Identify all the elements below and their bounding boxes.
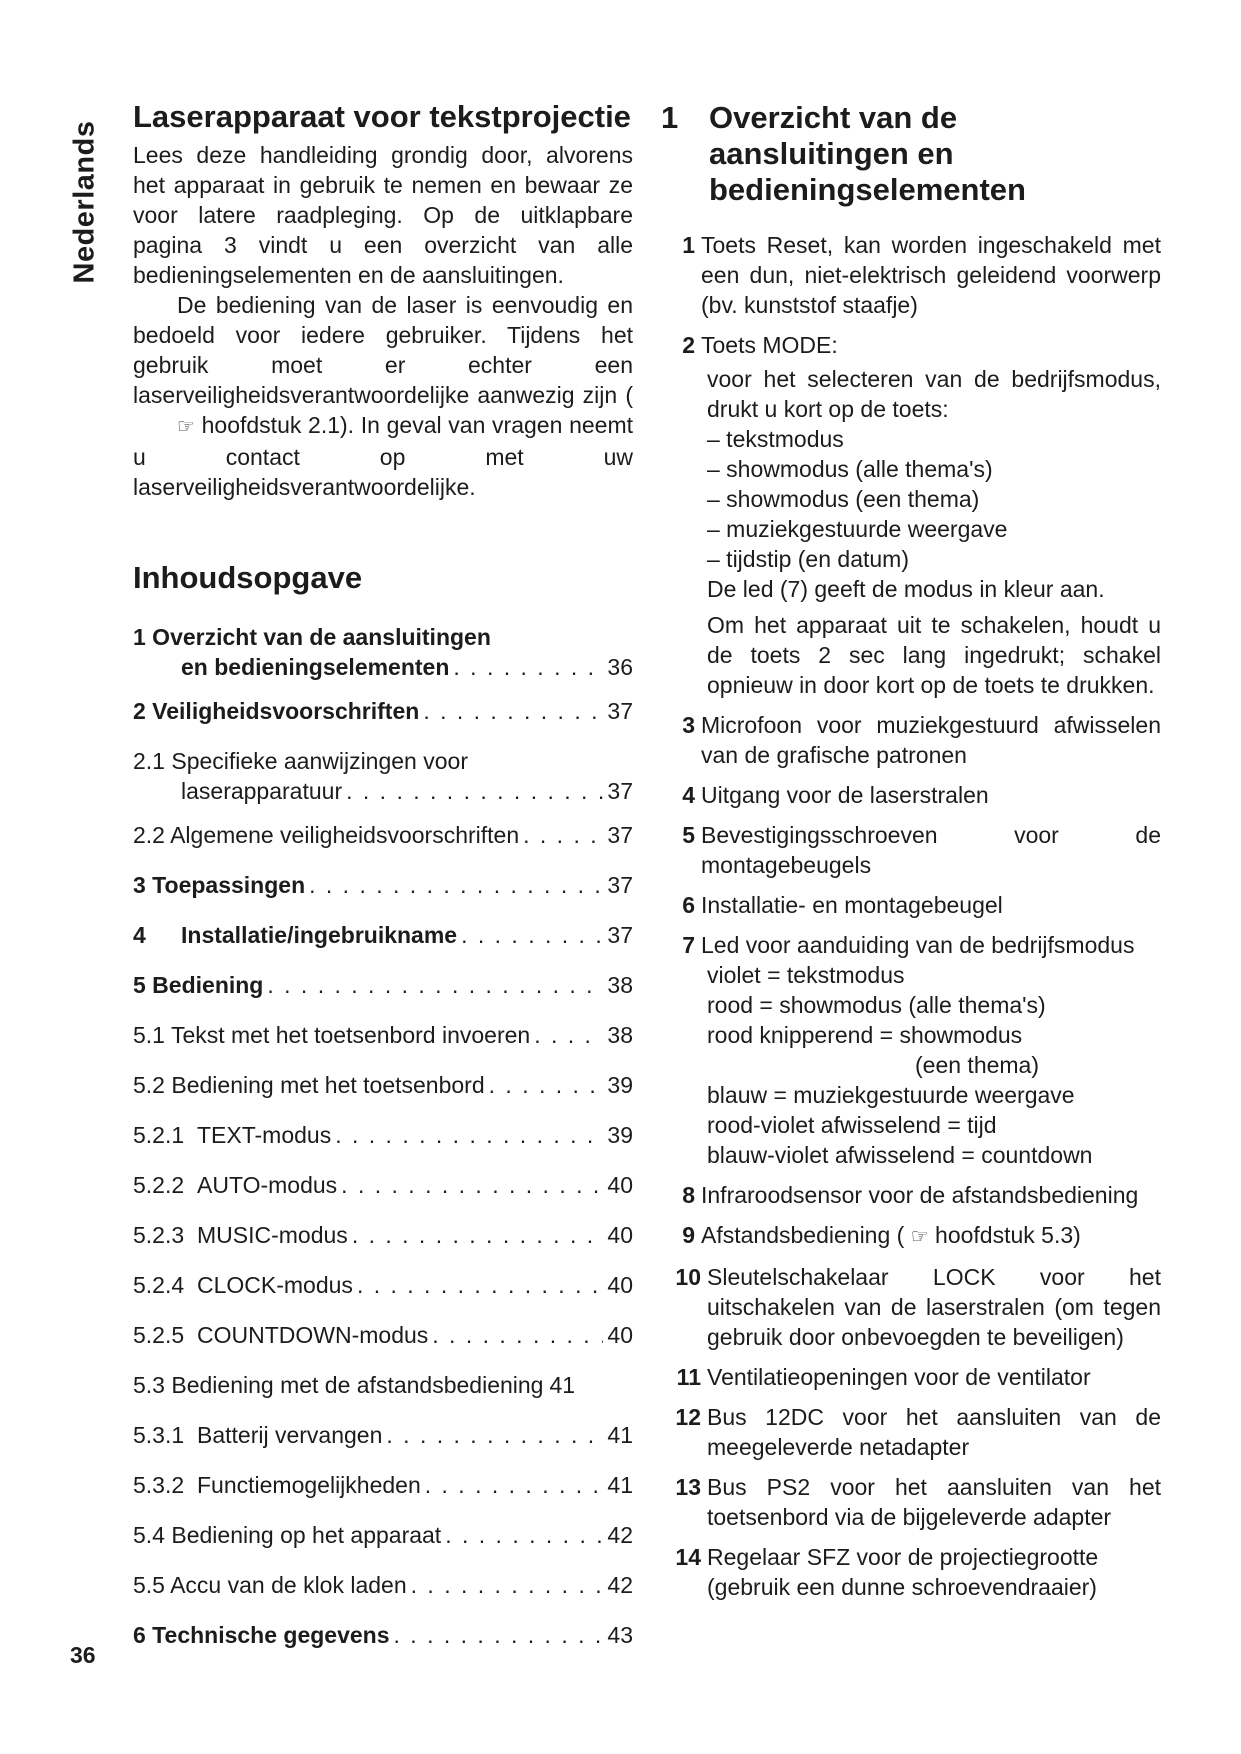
toc-entry-page: 36: [607, 654, 633, 681]
toc-entry[interactable]: [133, 970, 633, 1000]
toc-entry[interactable]: [133, 1420, 633, 1450]
led-color-entry: (een thema): [915, 1052, 1040, 1078]
dot-leader: [335, 1120, 603, 1150]
list-item: [661, 1472, 1161, 1532]
list-item: [661, 930, 1161, 960]
toc-entry-title: Batterij vervangen: [197, 1422, 383, 1449]
dot-leader: [461, 920, 603, 950]
pointing-hand-icon: ☞: [177, 416, 195, 439]
led-color-entry: blauw = muziekgestuurde weergave: [707, 1082, 1075, 1108]
toc-entry[interactable]: [133, 1170, 633, 1200]
toc-entry-title: 2 Veiligheidsvoorschriften: [133, 698, 420, 725]
toc-entry-title: 5.2 Bediening met het toetsenbord: [133, 1072, 485, 1099]
dot-leader: [423, 696, 603, 726]
toc-entry[interactable]: [133, 1070, 633, 1100]
item-text: Uitgang voor de laserstralen: [701, 782, 989, 808]
item-text: Bevestigingsschroeven voor de montagebeugels: [701, 822, 1161, 878]
item-text: Toets Reset, kan worden ingeschakeld met een dun, niet-elektrisch geleidend voorwerp (bv. kunststof staafje): [701, 232, 1161, 318]
dot-leader: [341, 1170, 603, 1200]
mode-option: – showmodus (alle thema's): [707, 456, 993, 482]
toc-entry-page: 41: [549, 1372, 576, 1399]
toc-entry-title: 2.1 Specifieke aanwijzingen voor: [133, 748, 468, 775]
dot-leader: [357, 1270, 603, 1300]
led-color-entry: rood knipperend = showmodus: [707, 1022, 1023, 1048]
toc-entry[interactable]: [133, 1570, 633, 1600]
toc-entry-number: 5.2.2: [133, 1172, 185, 1199]
intro-paragraph-2-end: hoofdstuk 2.1). In geval van vragen neemt u contact op met uw laserveiligheidsverantwoordelijke.: [133, 412, 633, 501]
mode-option: – showmodus (een thema): [707, 486, 980, 512]
toc-entry-title: 2.2 Algemene veiligheidsvoorschriften: [133, 822, 520, 849]
item-text: Toets MODE:: [701, 332, 838, 358]
intro-paragraph-1: Lees deze handleiding grondig door, alvorens het apparaat in gebruik te nemen en bewaar ze voor latere raadpleging. Op de uitklapbare pagina 3 vindt u een overzicht van alle bedieningselementen en de aansluitingen.: [133, 142, 633, 289]
toc-title: Inhoudsopgave: [133, 560, 363, 596]
toc-entry[interactable]: [133, 1220, 633, 1250]
toc-entry-page: 39: [607, 1122, 633, 1149]
toc-entry-number: 5.2.5: [133, 1322, 185, 1349]
item-text: Ventilatieopeningen voor de ventilator: [707, 1364, 1091, 1390]
list-item: [661, 710, 1161, 770]
toc-entry-page: 38: [607, 1022, 633, 1049]
item-text: Installatie- en montagebeugel: [701, 892, 1003, 918]
item-text: [701, 1220, 1161, 1252]
item-number: 12: [675, 1404, 701, 1430]
controls-list: [661, 230, 1161, 1602]
toc-entry[interactable]: [133, 746, 633, 806]
item-text-line: (om tegen gebruik door onbevoegden te beveiligen): [707, 1294, 1161, 1350]
toc-entry-page: 40: [607, 1272, 633, 1299]
language-tab-label: Nederlands: [68, 120, 101, 284]
item-number: 9: [682, 1222, 695, 1248]
toc-entry-title: MUSIC-modus: [197, 1222, 348, 1249]
item-number: 14: [675, 1544, 701, 1570]
toc-entry[interactable]: [133, 870, 633, 900]
item-number: 4: [682, 782, 695, 808]
toc-entry-title: 5.3 Bediening met de afstandsbediening: [133, 1372, 544, 1399]
dot-leader: [309, 870, 603, 900]
item-number: 6: [682, 892, 695, 918]
list-item: [661, 780, 1161, 810]
dot-leader: [386, 1420, 603, 1450]
toc-entry-page: 40: [607, 1172, 633, 1199]
toc-entry[interactable]: [133, 1520, 633, 1550]
item-text: De led (7) geeft de modus in kleur aan.: [707, 576, 1105, 602]
section-heading: [661, 100, 1161, 208]
toc-entry-number: 5.2.3: [133, 1222, 185, 1249]
item-number: 13: [675, 1474, 701, 1500]
led-color-entry: blauw-violet afwisselend = countdown: [707, 1142, 1093, 1168]
toc-entry-title: 6 Technische gegevens: [133, 1622, 390, 1649]
toc-entry-title: 5.1 Tekst met het toetsenbord invoeren: [133, 1022, 531, 1049]
item-text-end: hoofdstuk 5.3): [928, 1222, 1081, 1248]
item-number: 5: [682, 822, 695, 848]
item-text: [707, 1262, 1161, 1352]
toc-entry-page: 40: [607, 1222, 633, 1249]
item-text: Microfoon voor muziekgestuurd afwisselen van de grafische patronen: [701, 712, 1161, 768]
mode-description: [661, 364, 1161, 700]
toc-entry-number: 5.3.1: [133, 1422, 185, 1449]
list-item: [661, 1542, 1161, 1602]
toc-entry[interactable]: [133, 1620, 633, 1650]
toc-entry-title: 5.4 Bediening op het apparaat: [133, 1522, 442, 1549]
led-color-legend: [661, 960, 1161, 1170]
list-item: [661, 1220, 1161, 1252]
item-text-line: Sleutelschakelaar LOCK voor het uitschakelen van de laserstralen: [707, 1264, 1161, 1320]
toc-entry-title: 1 Overzicht van de aansluitingen: [133, 624, 491, 651]
toc-entry-number: 5.2.4: [133, 1272, 185, 1299]
led-color-entry: rood = showmodus (alle thema's): [707, 992, 1046, 1018]
dot-leader: [432, 1320, 603, 1350]
list-item: [661, 820, 1161, 880]
item-text: Infraroodsensor voor de afstandsbediening: [701, 1182, 1139, 1208]
toc-entry-number: 5.2.1: [133, 1122, 185, 1149]
intro-paragraph-2: [133, 290, 633, 502]
dot-leader: [523, 820, 603, 850]
toc-entry[interactable]: [133, 622, 633, 682]
item-text-line: (gebruik een dunne schroevendraaier): [707, 1574, 1097, 1600]
toc-entry[interactable]: [133, 1120, 633, 1150]
intro-paragraph-2-start: De bediening van de laser is eenvoudig en bedoeld voor iedere gebruiker. Tijdens het gebruik moet er echter een laserveiligheidsverantwoordelijke aanwezig zijn (: [133, 292, 633, 409]
toc-entry[interactable]: [133, 1470, 633, 1500]
toc-entry-page: 37: [607, 778, 633, 805]
item-number: 10: [675, 1264, 701, 1290]
toc-entry[interactable]: [133, 1370, 633, 1400]
mode-option: – muziekgestuurde weergave: [707, 516, 1008, 542]
item-text-line: Regelaar SFZ voor de projectiegrootte: [707, 1544, 1099, 1570]
toc-entry-page: 39: [607, 1072, 633, 1099]
toc-entry-page: 40: [607, 1322, 633, 1349]
right-column: [661, 100, 1161, 1612]
page-number: 36: [70, 1642, 96, 1668]
item-text: voor het selecteren van de bedrijfsmodus, drukt u kort op de toets:: [707, 366, 1161, 422]
toc-entry-title: 5.5 Accu van de klok laden: [133, 1572, 407, 1599]
left-column: [133, 100, 633, 1670]
item-text-start: Afstandsbediening (: [701, 1222, 911, 1248]
dot-leader: [352, 1220, 604, 1250]
toc-entry-title: TEXT-modus: [197, 1122, 332, 1149]
section-number: 1: [661, 100, 679, 135]
dot-leader: [489, 1070, 604, 1100]
toc-entry[interactable]: [133, 696, 633, 726]
item-text: [707, 1542, 1161, 1602]
language-tab: [70, 102, 100, 302]
toc-entry-page: 37: [607, 822, 633, 849]
toc-entry[interactable]: [133, 820, 633, 850]
toc-entry-page: 42: [607, 1522, 633, 1549]
list-item: [661, 1402, 1161, 1462]
item-text: Led voor aanduiding van de bedrijfsmodus: [701, 932, 1135, 958]
toc-entry-page: 42: [607, 1572, 633, 1599]
dot-leader: [425, 1470, 604, 1500]
dot-leader: [411, 1570, 604, 1600]
intro-text: [133, 140, 633, 502]
led-color-entry: violet = tekstmodus: [707, 962, 905, 988]
pointing-hand-icon: ☞: [910, 1226, 929, 1248]
list-item: [661, 1362, 1161, 1392]
toc-entry-title: AUTO-modus: [197, 1172, 338, 1199]
toc-entry-title: Installatie/ingebruikname: [181, 922, 458, 949]
mode-option: – tijdstip (en datum): [707, 546, 909, 572]
dot-leader: [394, 1620, 604, 1650]
dot-leader: [534, 1020, 603, 1050]
toc-entry[interactable]: [133, 1270, 633, 1300]
dot-leader: [346, 776, 603, 806]
toc-entry-title: 5 Bediening: [133, 972, 264, 999]
item-text: Bus PS2 voor het aansluiten van het toetsenbord via de bijgeleverde adapter: [707, 1474, 1161, 1530]
toc-entry-title: laserapparatuur: [181, 778, 343, 805]
toc-entry[interactable]: [133, 920, 633, 950]
toc-entry-page: 41: [607, 1422, 633, 1449]
list-item: [661, 230, 1161, 320]
list-item: [661, 890, 1161, 920]
toc-entry-page: 41: [607, 1472, 633, 1499]
toc-entry-title: 3 Toepassingen: [133, 872, 306, 899]
list-item: [661, 330, 1161, 360]
toc-entry[interactable]: [133, 1020, 633, 1050]
dot-leader: [453, 652, 603, 682]
toc-entry-number: 5.3.2: [133, 1472, 185, 1499]
item-number: 11: [676, 1364, 701, 1390]
mode-option: – tekstmodus: [707, 426, 844, 452]
dot-leader: [267, 970, 603, 1000]
toc-entry-title: CLOCK-modus: [197, 1272, 353, 1299]
dot-leader: [445, 1520, 603, 1550]
item-number: 8: [682, 1182, 695, 1208]
item-text: Om het apparaat uit te schakelen, houdt u de toets 2 sec lang ingedrukt; schakel opnieuw in door kort op de toets te drukken.: [707, 612, 1161, 698]
toc-entry-title: Functiemogelijkheden: [197, 1472, 421, 1499]
item-number: 3: [682, 712, 695, 738]
led-color-entry: rood-violet afwisselend = tijd: [707, 1112, 997, 1138]
toc-entry-page: 37: [607, 922, 633, 949]
item-text: Bus 12DC voor het aansluiten van de meegeleverde netadapter: [707, 1404, 1161, 1460]
toc-entry-number: 4: [133, 922, 146, 949]
section-title: Overzicht van de aansluitingen en bedieningselementen: [709, 100, 1026, 207]
toc-entry-page: 37: [607, 698, 633, 725]
toc-entry-title: COUNTDOWN-modus: [197, 1322, 429, 1349]
list-item: [661, 1262, 1161, 1352]
item-number: 1: [682, 232, 695, 258]
toc-entry-page: 43: [607, 1622, 633, 1649]
toc-entry-page: 37: [607, 872, 633, 899]
toc-entry-page: 38: [607, 972, 633, 999]
intro-title: Laserapparaat voor tekstprojectie: [133, 99, 631, 134]
toc-entry-title: en bedieningselementen: [181, 654, 450, 681]
item-number: 2: [682, 332, 695, 358]
toc-entry[interactable]: [133, 1320, 633, 1350]
list-item: [661, 1180, 1161, 1210]
item-number: 7: [682, 932, 695, 958]
